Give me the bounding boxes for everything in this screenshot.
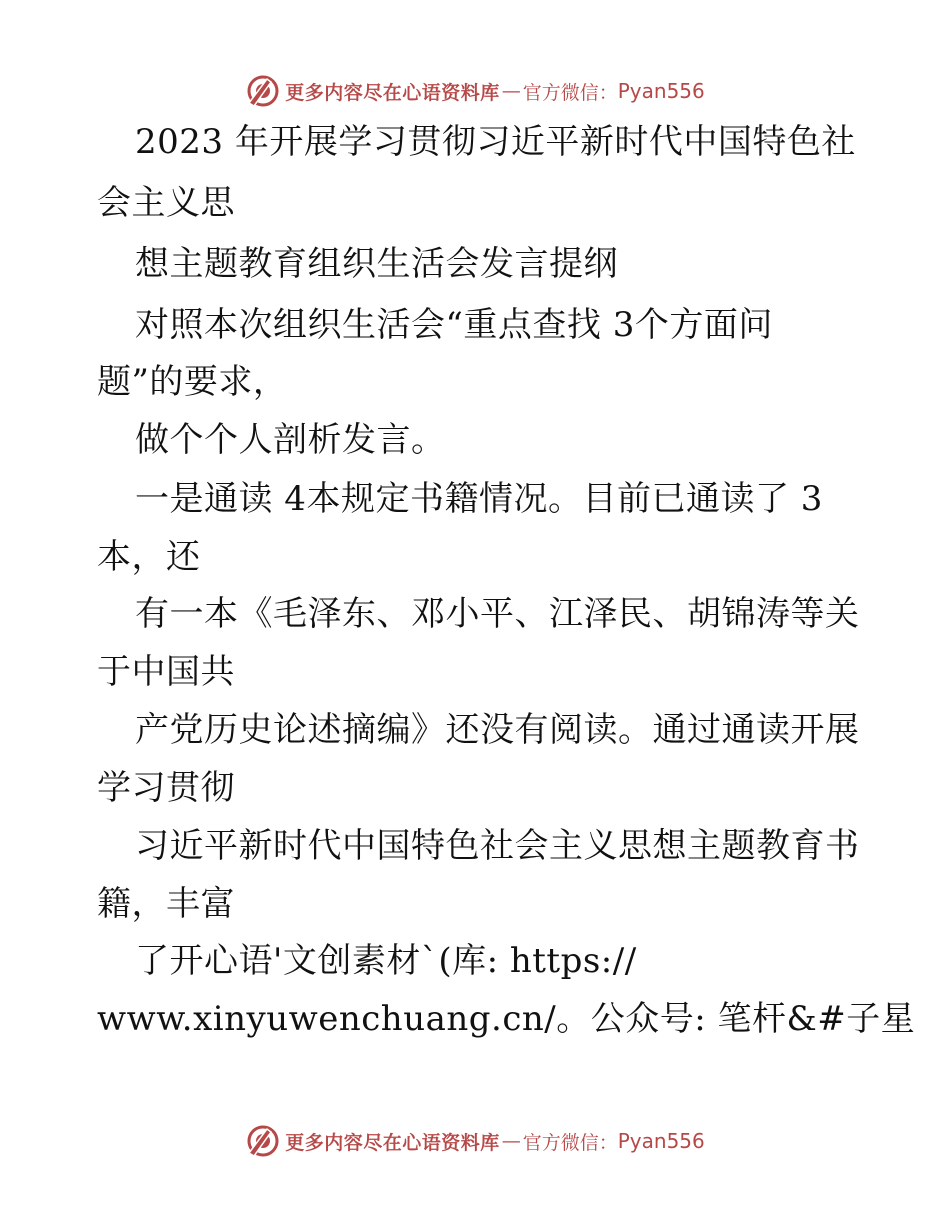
text-line: 产党历史论述摘编》还没有阅读。通过通读开展 [135, 710, 860, 750]
watermark-dash: — [501, 1130, 521, 1152]
text-line: 想主题教育组织生活会发言提纲 [135, 244, 618, 284]
text-line: 本，还 [97, 537, 201, 577]
text-line: 有一本《毛泽东、邓小平、江泽民、胡锦涛等关 [135, 594, 860, 634]
text-line: 学习贯彻 [97, 768, 235, 808]
text-line: 2023 年开展学习贯彻习近平新时代中国特色社 [135, 122, 856, 162]
header-watermark [0, 71, 950, 111]
watermark-label: 官方微信： [522, 1131, 618, 1154]
watermark-label: 官方微信： [522, 81, 618, 104]
watermark-dash: — [501, 80, 521, 102]
text-line: 了开心语'文创素材`(库: https:// [135, 941, 637, 981]
text-line: 做个个人剖析发言。 [135, 420, 446, 460]
text-line: 于中国共 [97, 652, 235, 692]
watermark-promo-text: 更多内容尽在心语资料库 [285, 1131, 500, 1154]
text-line: 题”的要求， [97, 362, 288, 402]
watermark-wechat-id: Pyan556 [617, 79, 705, 103]
footer-watermark [0, 1121, 950, 1161]
text-line: 习近平新时代中国特色社会主义思想主题教育书 [135, 826, 860, 866]
watermark-promo-text: 更多内容尽在心语资料库 [285, 81, 500, 104]
pen-logo-icon [245, 73, 281, 109]
text-line: 籍，丰富 [97, 884, 235, 924]
text-line: 对照本次组织生活会“重点查找 3个方面问 [135, 305, 773, 345]
text-line: www.xinyuwenchuang.cn/。公众号: 笔杆&#子星 [97, 999, 916, 1039]
text-line: 会主义思 [97, 183, 235, 223]
pen-logo-icon [245, 1123, 281, 1159]
watermark-wechat-id: Pyan556 [617, 1129, 705, 1153]
text-line: 一是通读 4本规定书籍情况。目前已通读了 3 [135, 479, 823, 519]
